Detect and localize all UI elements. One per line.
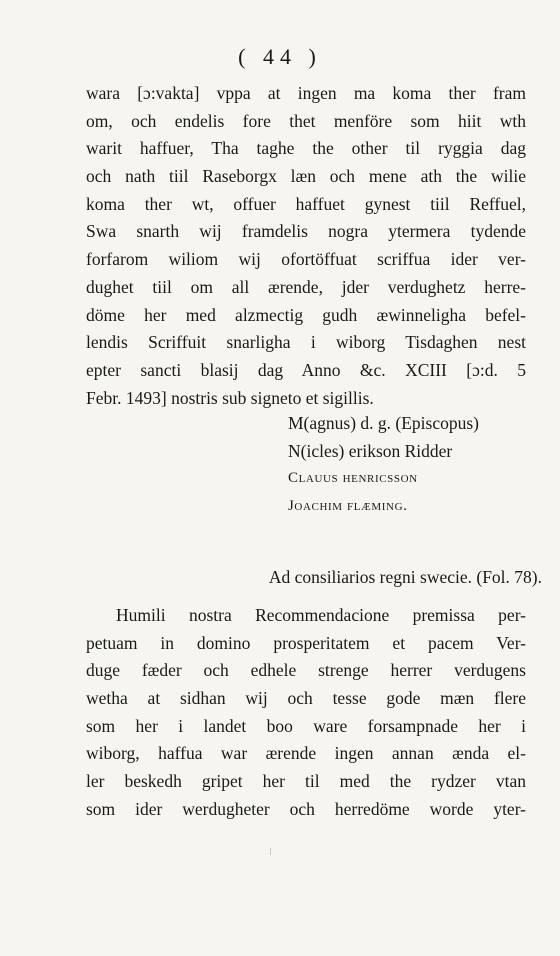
text-line: Humili nostra Recommendacione premissa per- <box>116 605 526 625</box>
text-line: om, och endelis fore thet menföre som hiit wth <box>86 110 526 131</box>
text-line: Febr. 1493] nostris sub signeto et sigillis. <box>86 387 374 408</box>
signature-block <box>288 410 538 521</box>
text-line: warit haffuer, Tha taghe the other til ryggia dag <box>86 138 526 159</box>
text-line: och nath tiil Raseborgx læn och mene ath the wilie <box>86 166 526 187</box>
letter-body <box>86 602 526 824</box>
text-line: wiborg, haffua war ærende ingen annan ænda el- <box>86 743 526 764</box>
letter-heading: Ad consiliarios regni swecie. (Fol. 78). <box>268 567 542 587</box>
text-line: epter sancti blasij dag Anno &c. XCIII [ɔ:d. 5 <box>86 359 526 380</box>
paper-speck <box>270 848 271 855</box>
text-line: dughet tiil om all ærende, jder verdughetz herre- <box>86 276 526 297</box>
signature-line: Joachim flæming. <box>288 498 408 515</box>
text-line: döme her med alzmectig gudh æwinneligha befel- <box>86 304 526 325</box>
text-line: duge fæder och edhele strenge herrer verdugens <box>86 660 526 681</box>
text-line: wara [ɔ:vakta] vppa at ingen ma koma ther fram <box>86 83 526 103</box>
signature-line: Clauus henricsson <box>288 470 418 487</box>
text-line: som her i landet boo ware forsampnade her i <box>86 715 526 736</box>
text-line: wetha at sidhan wij och tesse gode mæn flere <box>86 688 526 709</box>
page-number: ( 44 ) <box>238 44 322 69</box>
signature-line: N(icles) erikson Ridder <box>288 440 453 461</box>
letter-body-continued <box>86 80 526 412</box>
text-line: koma ther wt, offuer haffuet gynest tiil Reffuel, <box>86 193 526 214</box>
text-line: som ider werdugheter och herredöme worde yter- <box>86 798 526 819</box>
signature-line: M(agnus) d. g. (Episcopus) <box>288 413 480 433</box>
text-line: ler beskedh gripet her til med the rydzer vtan <box>86 771 526 792</box>
text-line: Swa snarth wij framdelis nogra ytermera tydende <box>86 221 526 242</box>
text-line: forfarom wiliom wij ofortöffuat scriffua ider ver- <box>86 249 526 270</box>
text-line: petuam in domino prosperitatem et pacem Ver- <box>86 632 526 653</box>
text-line: lendis Scriffuit snarligha i wiborg Tisdaghen nest <box>86 332 526 353</box>
